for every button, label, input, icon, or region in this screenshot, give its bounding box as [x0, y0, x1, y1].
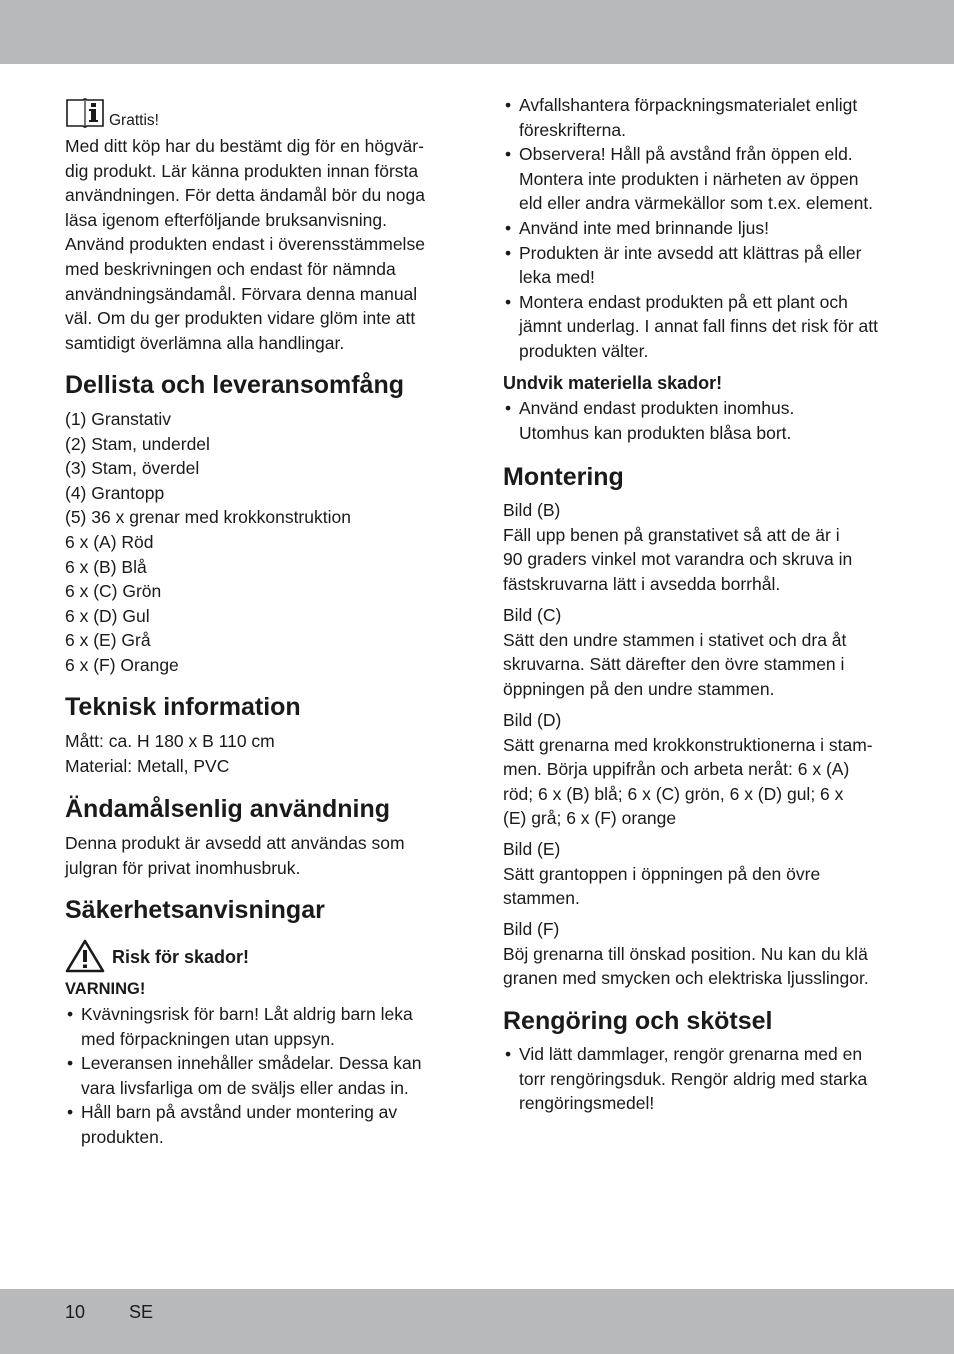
parts-heading: Dellista och leveransomfång: [65, 371, 405, 399]
list-item: • Observera! Håll på avstånd från öppen eld. Montera inte produkten i närheten av öppen eld eller andra värmekällor som t.ex. element.: [503, 142, 893, 216]
intro-line: med beskrivningen och endast för nämnda: [65, 258, 396, 279]
list-item: (3) Stam, överdel: [65, 458, 200, 479]
step-label: Bild (C): [503, 605, 562, 625]
list-item: • Montera endast produkten på ett plant och jämnt underlag. I annat fall finns det risk för att produkten välter.: [503, 290, 893, 364]
step-label: Bild (E): [503, 839, 561, 859]
intro-label: Grattis!: [109, 112, 159, 129]
list-item: 6 x (F) Orange: [65, 654, 179, 675]
list-item: • Använd inte med brinnande ljus!: [503, 216, 893, 241]
tech-text: [65, 729, 445, 778]
intro-line: Med ditt köp har du bestämt dig för en högvär-: [65, 136, 424, 156]
list-item: 6 x (D) Gul: [65, 605, 150, 626]
cleaning-bullets: [503, 1042, 893, 1116]
list-item: 6 x (B) Blå: [65, 556, 147, 577]
intro-line: samtidigt överlämna alla handlingar.: [65, 332, 345, 353]
list-item: • Vid lätt dammlager, rengör grenarna med en torr rengöringsduk. Rengör aldrig med starka rengöringsmedel!: [503, 1042, 893, 1116]
assembly-heading: Montering: [503, 463, 624, 491]
language-code: SE: [129, 1302, 154, 1322]
list-item: (5) 36 x grenar med krokkonstruktion: [65, 507, 351, 528]
warning-triangle-icon: [65, 938, 105, 974]
list-item: • Använd endast produkten inomhus. Utomhus kan produkten blåsa bort.: [503, 396, 893, 445]
assembly-step-b: Bild (B) Fäll upp benen på granstativet så att de är i 90 graders vinkel mot varandra och skruva in fästskruvarna lätt i avsedda borrhål.: [503, 498, 893, 596]
safety-heading: Säkerhetsanvisningar: [65, 896, 325, 924]
list-item: • Håll barn på avstånd under montering av produkten.: [65, 1100, 435, 1149]
list-item: 6 x (A) Röd: [65, 531, 154, 552]
cleaning-heading: Rengöring och skötsel: [503, 1007, 773, 1035]
usage-line: Denna produkt är avsedd att användas som: [65, 833, 405, 853]
safety-bullets-right: [503, 93, 893, 364]
list-item: • Kvävningsrisk för barn! Låt aldrig barn leka med förpackningen utan uppsyn.: [65, 1002, 435, 1051]
tech-heading: Teknisk information: [65, 693, 301, 721]
material-heading: Undvik materiella skador!: [503, 373, 723, 393]
assembly-step-f: Bild (F) Böj grenarna till önskad position. Nu kan du klä granen med smycken och elektriska ljusslingor.: [503, 917, 893, 991]
list-item: 6 x (E) Grå: [65, 630, 151, 651]
list-item: (2) Stam, underdel: [65, 433, 210, 454]
risk-label: Risk för skador!: [112, 947, 250, 967]
parts-list: [65, 407, 445, 678]
list-item: (4) Grantopp: [65, 482, 165, 503]
list-item: • Avfallshantera förpackningsmaterialet enligt föreskrifterna.: [503, 93, 893, 142]
step-label: Bild (F): [503, 919, 560, 939]
warning-label: VARNING!: [65, 980, 146, 998]
tech-line: Material: Metall, PVC: [65, 755, 230, 776]
intro-line: läsa igenom efterföljande bruksanvisning.: [65, 209, 387, 230]
intro-line: väl. Om du ger produkten vidare glöm inte att: [65, 308, 416, 329]
assembly-step-c: Bild (C) Sätt den undre stammen i stativet och dra åt skruvarna. Sätt därefter den övre stammen i öppningen på den undre stammen.: [503, 603, 893, 701]
assembly-step-d: Bild (D) Sätt grenarna med krokkonstruktionerna i stam- men. Börja uppifrån och arbeta neråt: 6 x (A) röd; 6 x (B) blå; 6 x (C) grön, 6 x (D) gul; 6 x (E) grå; 6 x (F) orange: [503, 708, 893, 831]
header-bar: [0, 0, 954, 64]
page-number: 10: [65, 1302, 86, 1322]
intro-line: användningsändamål. Förvara denna manual: [65, 283, 418, 304]
intro-line: dig produkt. Lär känna produkten innan första: [65, 160, 419, 181]
usage-text: [65, 831, 445, 880]
intro-text: [65, 134, 445, 355]
material-bullets: [503, 396, 893, 445]
assembly-step-e: Bild (E) Sätt grantoppen i öppningen på den övre stammen.: [503, 837, 893, 911]
intro-line: användningen. För detta ändamål bör du noga: [65, 185, 425, 206]
list-item: 6 x (C) Grön: [65, 581, 162, 602]
step-label: Bild (B): [503, 500, 561, 520]
list-item: • Produkten är inte avsedd att klättras på eller leka med!: [503, 241, 893, 290]
list-item: • Leveransen innehåller smådelar. Dessa kan vara livsfarliga om de sväljs eller andas in.: [65, 1051, 435, 1100]
list-item: (1) Granstativ: [65, 409, 171, 429]
safety-bullets-left: [65, 1002, 435, 1150]
tech-line: Mått: ca. H 180 x B 110 cm: [65, 731, 275, 751]
intro-line: Använd produkten endast i överensstämmelse: [65, 234, 425, 255]
info-book-icon: [65, 97, 105, 129]
usage-heading: Ändamålsenlig användning: [65, 795, 391, 823]
usage-line: julgran för privat inomhusbruk.: [65, 857, 301, 878]
step-label: Bild (D): [503, 710, 562, 730]
